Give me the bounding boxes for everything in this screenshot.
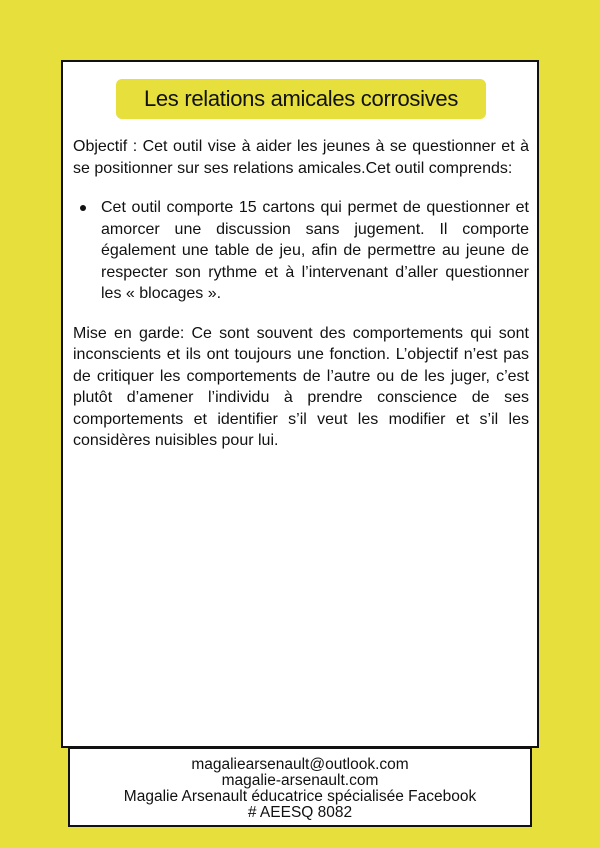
document-body [73,136,529,452]
feature-list [73,197,529,305]
title-banner [116,79,486,119]
bullet-icon [80,205,86,211]
list-item [101,197,529,305]
contact-footer [68,747,532,827]
footer-website: magalie-arsenault.com [221,772,379,789]
document-card [61,60,539,748]
objective-paragraph: Objectif : Cet outil vise à aider les jeunes à se questionner et à se positionner sur ses relations amicales.Cet outil comprends: [73,138,529,177]
warning-paragraph: Mise en garde: Ce sont souvent des comportements qui sont inconscients et ils ont toujours une fonction. L’objectif n’est pas de critiquer les comportements de l’autre ou de les juger, c’est plutôt d’amener l’individu à prendre conscience de ses comportements et identifier s’il veut les modifier et s’il les considères nuisibles pour lui. [73,324,529,449]
footer-facebook: Magalie Arsenault éducatrice spécialisée Facebook [123,788,477,805]
list-item-text: Cet outil comporte 15 cartons qui permet de questionner et amorcer une discussion sans jugement. Il comporte également une table de jeu, afin de permettre au jeune de respecter son rythme et à l’intervenant d’aller questionner les « blocages ». [101,199,529,302]
document-title: Les relations amicales corrosives [143,86,459,111]
footer-email: magaliearsenault@outlook.com [191,756,409,773]
footer-member-id: # AEESQ 8082 [247,804,353,821]
